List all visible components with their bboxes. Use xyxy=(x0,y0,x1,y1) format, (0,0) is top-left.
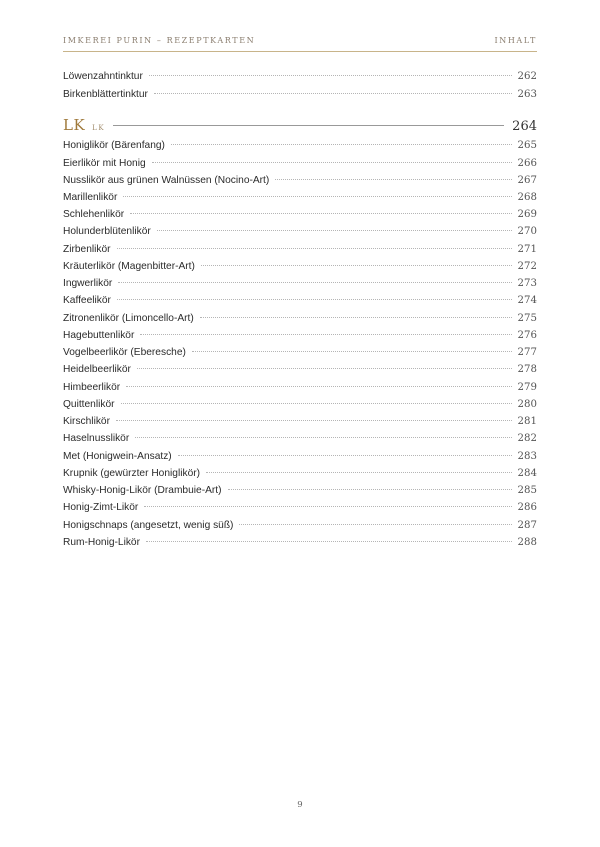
dot-leader xyxy=(140,334,511,335)
toc-entry[interactable] xyxy=(63,431,537,447)
dot-leader xyxy=(137,368,512,369)
toc-entry[interactable] xyxy=(63,466,537,482)
toc-entry-title: Eierlikör mit Honig xyxy=(63,158,146,169)
dot-leader xyxy=(126,386,511,387)
section-code: LK xyxy=(63,116,86,134)
toc-entry-page: 280 xyxy=(517,399,537,410)
toc-entry-title: Quittenlikör xyxy=(63,399,115,410)
toc-entry[interactable] xyxy=(63,362,537,378)
dot-leader xyxy=(149,75,512,76)
toc-entry-title: Whisky-Honig-Likör (Drambuie-Art) xyxy=(63,485,222,496)
section-subtitle: LK xyxy=(92,124,106,132)
section-heading[interactable] xyxy=(63,116,537,138)
toc-entry-page: 267 xyxy=(517,175,537,186)
toc-entry[interactable] xyxy=(63,242,537,258)
dot-leader xyxy=(239,524,511,525)
toc-entry[interactable] xyxy=(63,259,537,275)
toc-entry[interactable] xyxy=(63,500,537,516)
toc-entry-page: 279 xyxy=(517,382,537,393)
toc-entry-page: 284 xyxy=(517,468,537,479)
header-book-title: IMKEREI PURIN – REZEPTKARTEN xyxy=(63,36,256,45)
toc-entry[interactable] xyxy=(63,207,537,223)
toc-entry-title: Honiglikör (Bärenfang) xyxy=(63,140,165,151)
toc-entry-title: Honigschnaps (angesetzt, wenig süß) xyxy=(63,520,234,531)
toc-entry[interactable] xyxy=(63,156,537,172)
section-page: 264 xyxy=(512,119,537,134)
toc-entry-page: 277 xyxy=(517,347,537,358)
dot-leader xyxy=(228,489,512,490)
dot-leader xyxy=(117,248,512,249)
toc-entry[interactable] xyxy=(63,380,537,396)
dot-leader xyxy=(171,144,512,145)
toc-entry-title: Met (Honigwein-Ansatz) xyxy=(63,451,172,462)
dot-leader xyxy=(117,299,512,300)
toc-entry-title: Rum-Honig-Likör xyxy=(63,537,140,548)
dot-leader xyxy=(206,472,512,473)
dot-leader xyxy=(146,541,512,542)
toc-entry-page: 281 xyxy=(517,416,537,427)
toc-entry[interactable] xyxy=(63,224,537,240)
dot-leader xyxy=(123,196,511,197)
toc-entry-page: 288 xyxy=(517,537,537,548)
toc-entry-page: 269 xyxy=(517,209,537,220)
toc-entry[interactable] xyxy=(63,397,537,413)
toc-entry[interactable] xyxy=(63,276,537,292)
dot-leader xyxy=(121,403,512,404)
toc-entry-title: Himbeerlikör xyxy=(63,382,121,393)
toc-entry-title: Honig-Zimt-Likör xyxy=(63,502,139,513)
header-section-label: INHALT xyxy=(494,36,537,45)
toc-entry-title: Kirschlikör xyxy=(63,416,110,427)
dot-leader xyxy=(154,93,512,94)
toc-entry[interactable] xyxy=(63,190,537,206)
toc-entry-title: Ingwerlikör xyxy=(63,278,113,289)
toc-entry-page: 286 xyxy=(517,502,537,513)
toc-entry-page: 270 xyxy=(517,226,537,237)
toc-entry-title: Nusslikör aus grünen Walnüssen (Nocino-Art) xyxy=(63,175,270,186)
toc-entry[interactable] xyxy=(63,483,537,499)
toc-entry-title: Zitronenlikör (Limoncello-Art) xyxy=(63,313,194,324)
toc-entry[interactable] xyxy=(63,345,537,361)
page-number: 9 xyxy=(297,800,303,810)
toc-entry-title: Löwenzahntinktur xyxy=(63,71,143,82)
toc-entry[interactable] xyxy=(63,293,537,309)
toc-entry-title: Haselnusslikör xyxy=(63,433,130,444)
running-header xyxy=(63,36,537,48)
toc-entry-page: 266 xyxy=(517,158,537,169)
dot-leader xyxy=(192,351,512,352)
toc-entry-title: Birkenblättertinktur xyxy=(63,89,148,100)
dot-leader xyxy=(130,213,511,214)
toc-entry[interactable] xyxy=(63,328,537,344)
toc-entry-page: 276 xyxy=(517,330,537,341)
toc-entry-title: Hagebuttenlikör xyxy=(63,330,135,341)
dot-leader xyxy=(135,437,511,438)
toc-entry-title: Kaffeelikör xyxy=(63,295,111,306)
toc-entry[interactable] xyxy=(63,449,537,465)
dot-leader xyxy=(116,420,512,421)
toc-entry-title: Zirbenlikör xyxy=(63,244,111,255)
toc-entry-page: 283 xyxy=(517,451,537,462)
toc-entry[interactable] xyxy=(63,535,537,551)
dot-leader xyxy=(200,317,512,318)
section-rule xyxy=(113,125,504,126)
toc-entry[interactable] xyxy=(63,138,537,154)
toc-entry[interactable] xyxy=(63,518,537,534)
dot-leader xyxy=(118,282,511,283)
toc-entry-page: 282 xyxy=(517,433,537,444)
toc-entry-page: 273 xyxy=(517,278,537,289)
toc-entry-title: Marillenlikör xyxy=(63,192,118,203)
dot-leader xyxy=(157,230,512,231)
dot-leader xyxy=(178,455,512,456)
toc-entry-page: 272 xyxy=(517,261,537,272)
toc-entry[interactable] xyxy=(63,311,537,327)
toc-entry-title: Holunderblütenlikör xyxy=(63,226,151,237)
toc-entry-page: 262 xyxy=(517,71,537,82)
toc-entry-title: Schlehenlikör xyxy=(63,209,125,220)
toc-entry-title: Kräuterlikör (Magenbitter-Art) xyxy=(63,261,195,272)
toc-entry-page: 268 xyxy=(517,192,537,203)
dot-leader xyxy=(144,506,511,507)
toc-entry-page: 287 xyxy=(517,520,537,531)
toc-entry[interactable] xyxy=(63,414,537,430)
toc-entry-page: 278 xyxy=(517,364,537,375)
toc-entry-page: 274 xyxy=(517,295,537,306)
header-divider xyxy=(63,51,537,52)
toc-entry-page: 265 xyxy=(517,140,537,151)
toc-entry-page: 263 xyxy=(517,89,537,100)
dot-leader xyxy=(152,162,512,163)
dot-leader xyxy=(201,265,512,266)
toc-entry[interactable] xyxy=(63,173,537,189)
toc-entry[interactable] xyxy=(63,69,537,85)
toc-entry-page: 285 xyxy=(517,485,537,496)
dot-leader xyxy=(275,179,511,180)
toc-entry-title: Vogelbeerlikör (Eberesche) xyxy=(63,347,186,358)
toc-entry-page: 275 xyxy=(517,313,537,324)
toc-entry-title: Heidelbeerlikör xyxy=(63,364,131,375)
toc-entry[interactable] xyxy=(63,87,537,103)
toc-entry-title: Krupnik (gewürzter Honiglikör) xyxy=(63,468,201,479)
toc-entry-page: 271 xyxy=(517,244,537,255)
